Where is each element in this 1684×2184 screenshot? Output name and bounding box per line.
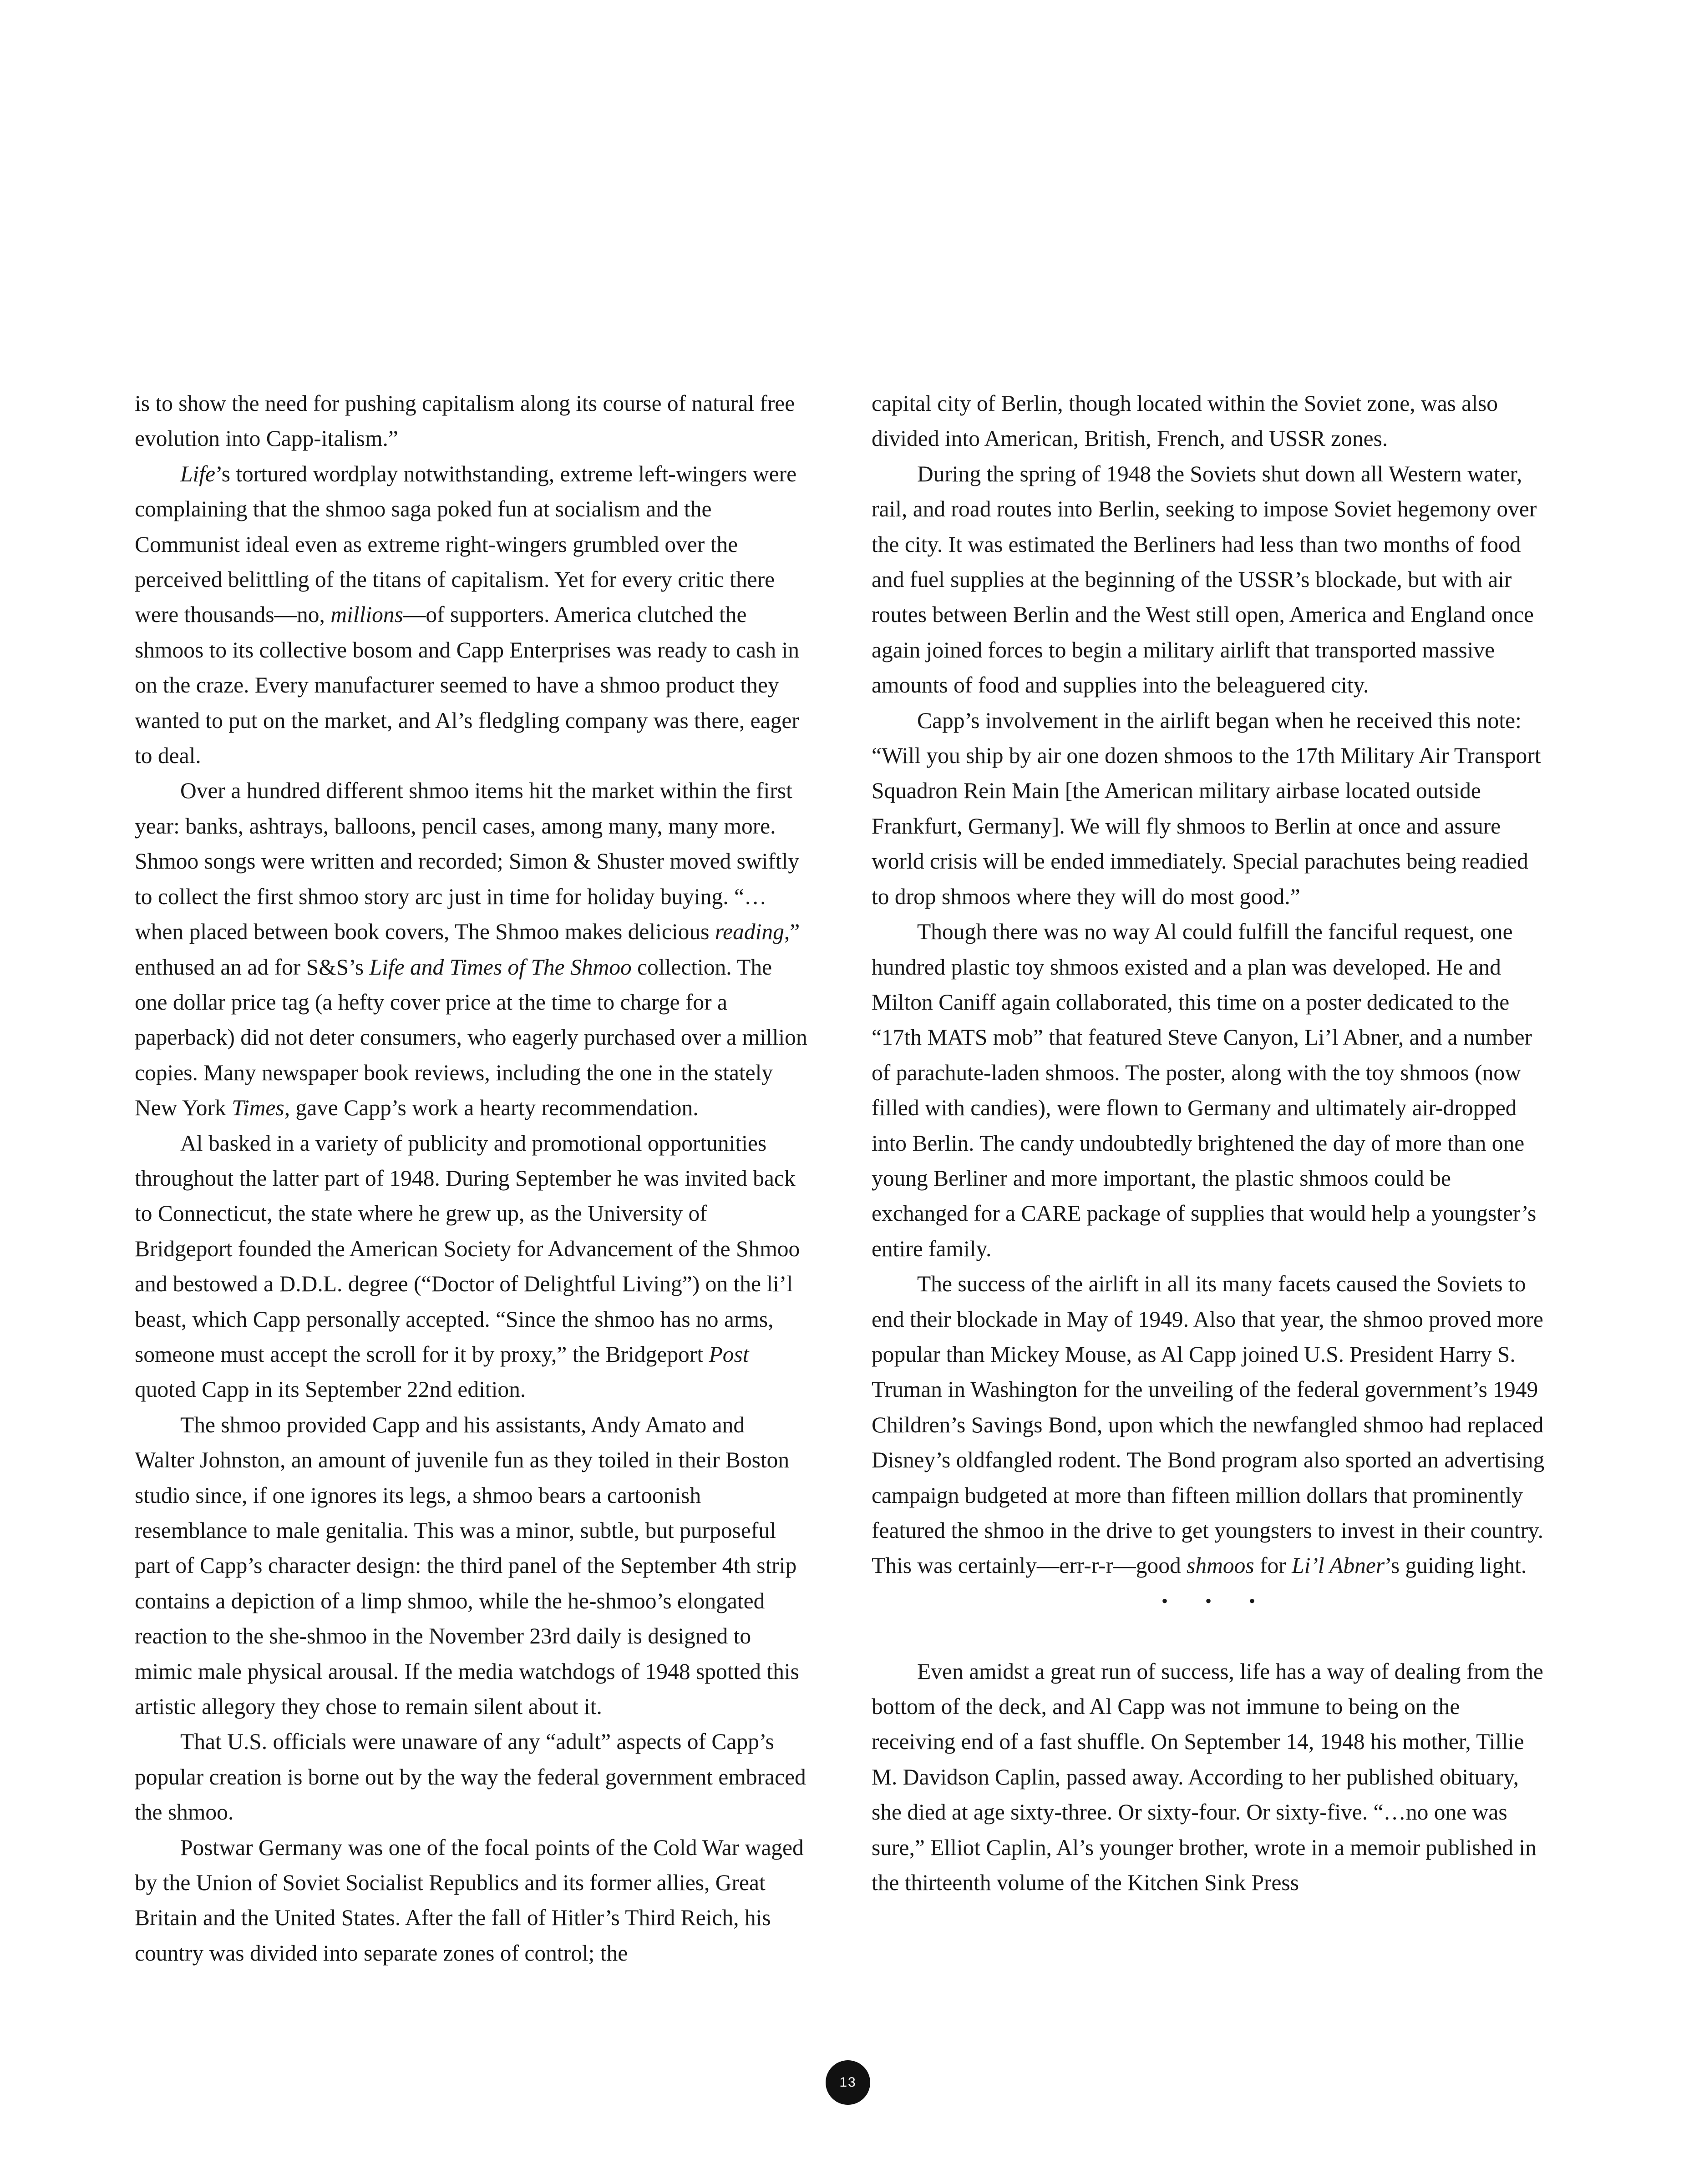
paragraph: is to show the need for pushing capitalism along its course of natural free evolution into Capp-italism.”	[135, 391, 795, 451]
paragraph: During the spring of 1948 the Soviets shut down all Western water, rail, and road routes into Berlin, seeking to impose Soviet hegemony over the city. It was estimated the Berliners had less than two months of food and fuel supplies at the beginning of the USSR’s blockade, but with air routes between Berlin and the West still open, America and England once again joined forces to begin a military airlift that transported massive amounts of food and supplies into the beleaguered city.	[872, 461, 1537, 698]
paragraph: Even amidst a great run of success, life has a way of dealing from the bottom of the deck, and Al Capp was not immune to being on the receiving end of a fast shuffle. On September 14, 1948 his mother, Tillie M. Davidson Caplin, passed away. According to her published obituary, she died at age sixty-three. Or sixty-four. Or sixty-five. “…no one was sure,” Elliot Caplin, Al’s younger brother, wrote in a memoir published in the thirteenth volume of the Kitchen Sink Press	[872, 1658, 1543, 1896]
paragraph: The success of the airlift in all its many facets caused the Soviets to end their blockade in May of 1949. Also that year, the shmoo proved more popular than Mickey Mouse, as Al Capp joined U.S. President Harry S. Truman in Washington for the unveiling of the federal government’s 1949 Children’s Savings Bond, upon which the newfangled shmoo had replaced Disney’s oldfangled rodent. The Bond program also sported an advertising campaign budgeted at more than fifteen million dollars that prominently featured the shmoo in the drive to get youngsters to invest in their country. This was certainly—err-r-r—good shmoos for Li’l Abner’s guiding light.	[872, 1271, 1545, 1578]
paragraph: Over a hundred different shmoo items hit the market within the first year: banks, ashtrays, balloons, pencil cases, among many, many more. Shmoo songs were written and recorded; Simon & Shuster moved swiftly to collect the first shmoo story arc just in time for holiday buying. “…when placed between book covers, The Shmoo makes delicious reading,” enthused an ad for S&S’s Life and Times of The Shmoo collection. The one dollar price tag (a hefty cover price at the time to charge for a paperback) did not deter consumers, who eagerly purchased over a million copies. Many newspaper book reviews, including the one in the stately New York Times, gave Capp’s work a hearty recommendation.	[135, 778, 807, 1121]
paragraph: The shmoo provided Capp and his assistants, Andy Amato and Walter Johnston, an amount of juvenile fun as they toiled in their Boston studio since, if one ignores its legs, a shmoo bears a cartoonish resemblance to male genitalia. This was a minor, subtle, but purposeful part of Capp’s character design: the third panel of the September 4th strip contains a depiction of a limp shmoo, while the he-shmoo’s elongated reaction to the she-shmoo in the November 23rd daily is designed to mimic male physical arousal. If the media watchdogs of 1948 spotted this artistic allegory they chose to remain silent about it.	[135, 1412, 799, 1719]
section-break-dots: • • •	[1161, 1590, 1272, 1611]
right-column	[872, 386, 1545, 1900]
section-break	[872, 1583, 1545, 1654]
paragraph: capital city of Berlin, though located within the Soviet zone, was also divided into American, British, French, and USSR zones.	[872, 391, 1498, 451]
page-number-badge	[826, 2060, 870, 2105]
paragraph: Life’s tortured wordplay notwithstanding, extreme left-wingers were complaining that the shmoo saga poked fun at socialism and the Communist ideal even as extreme right-wingers grumbled over the perceived belittling of the titans of capitalism. Yet for every critic there were thousands—no, millions—of supporters. America clutched the shmoos to its collective bosom and Capp Enterprises was ready to cash in on the craze. Every manufacturer seemed to have a shmoo product they wanted to put on the market, and Al’s fledgling company was there, eager to deal.	[135, 461, 799, 768]
paragraph: Al basked in a variety of publicity and promotional opportunities throughout the latter part of 1948. During September he was invited back to Connecticut, the state where he grew up, as the University of Bridgeport founded the American Society for Advancement of the Shmoo and bestowed a D.D.L. degree (“Doctor of Delightful Living”) on the li’l beast, which Capp personally accepted. “Since the shmoo has no arms, someone must accept the scroll for it by proxy,” the Bridgeport Post quoted Capp in its September 22nd edition.	[135, 1130, 800, 1402]
paragraph: That U.S. officials were unaware of any “adult” aspects of Capp’s popular creation is borne out by the way the federal government embraced the shmoo.	[135, 1729, 806, 1825]
paragraph: Postwar Germany was one of the focal points of the Cold War waged by the Union of Soviet Socialist Republics and its former allies, Great Britain and the United States. After the fall of Hitler’s Third Reich, his country was divided into separate zones of control; the	[135, 1835, 804, 1966]
left-column	[135, 386, 808, 1971]
paragraph: Though there was no way Al could fulfill the fanciful request, one hundred plastic toy shmoos existed and a plan was developed. He and Milton Caniff again collaborated, this time on a poster dedicated to the “17th MATS mob” that featured Steve Canyon, Li’l Abner, and a number of parachute-laden shmoos. The poster, along with the toy shmoos (now filled with candies), were flown to Germany and ultimately air-dropped into Berlin. The candy undoubtedly brightened the day of more than one young Berliner and more important, the plastic shmoos could be exchanged for a CARE package of supplies that would help a youngster’s entire family.	[872, 919, 1537, 1261]
page-number: 13	[839, 2075, 857, 2090]
paragraph: Capp’s involvement in the airlift began when he received this note: “Will you ship by air one dozen shmoos to the 17th Military Air Transport Squadron Rein Main [the American military airbase located outside Frankfurt, Germany]. We will fly shmoos to Berlin at once and assure world crisis will be ended immediately. Special parachutes being readied to drop shmoos where they will do most good.”	[872, 708, 1541, 909]
